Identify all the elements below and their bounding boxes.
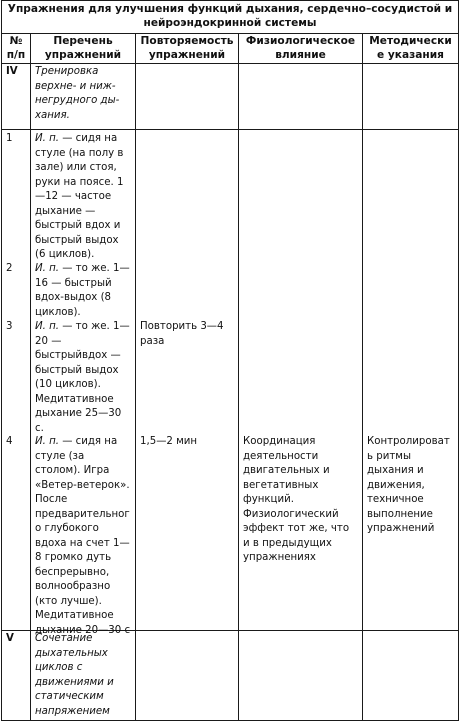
method-column (363, 130, 459, 631)
entry-1-text (35, 132, 131, 263)
entry-4-repeat: 1,5—2 мин (140, 436, 198, 447)
exercise-column (31, 130, 136, 636)
entry-4-body: — сидя на стуле (за столом). Игра «Ветер-ветерок». После предварительного глубокого вдоха на счет 1—8 громко дуть беспрерывно, волнообразно (кто лучше). Медитативное дыхание 20—30 с (35, 436, 131, 636)
exercises-row (2, 130, 459, 631)
section-v-method-cell (363, 631, 459, 721)
entry-3-text (35, 320, 131, 436)
section-iv-row (2, 64, 459, 130)
header-number: № п/п (2, 34, 31, 64)
entry-2-body: — то же. 1—16 — быстрый вдох-выдох (8 циклов). (35, 263, 130, 318)
section-iv-title: Тренировка верхне- и ниж-негрудного ды-хания. (31, 64, 136, 130)
section-v-number: V (2, 631, 31, 721)
effect-column (239, 130, 363, 631)
entry-3-body: — то же. 1—20 — быстрыйвдох —быстрый выдох (10 циклов). Медитативное дыхание 25—30 с. (35, 321, 130, 434)
section-iv-repeat-cell (136, 64, 239, 130)
header-method-notes: Методические указания (363, 34, 459, 64)
entry-1-body: — сидя на стуле (на полу в зале) или стоя, руки на поясе. 1—12 — частое дыхание — быстрый вдох и быстрый выдох (6 циклов). (35, 133, 124, 260)
exercise-table (1, 0, 459, 721)
entry-4-lead: И. п. (35, 436, 59, 447)
header-repetition: Повторяемость упражнений (136, 34, 239, 64)
repeat-column (136, 130, 239, 631)
header-exercise-list: Перечень упражнений (31, 34, 136, 64)
section-v-effect-cell (239, 631, 363, 721)
section-v-repeat-cell (136, 631, 239, 721)
section-iv-effect-cell (239, 64, 363, 130)
table-caption: Упражнения для улучшения функций дыхания, сердечно–сосудистой и нейроэндокринной системы (2, 1, 459, 34)
entry-2-number: 2 (6, 263, 13, 274)
entry-3-lead: И. п. (35, 321, 59, 332)
entry-1-lead: И. п. (35, 133, 59, 144)
header-physiological-effect: Физиологическое влияние (239, 34, 363, 64)
entry-2-text (35, 262, 131, 320)
entry-4-effect: Координация деятельности двигательных и вегетативных функций. Физиологический эффект тот же, что и в предыдущих упражнениях (243, 436, 350, 563)
section-iv-number: IV (2, 64, 31, 130)
entry-3-repeat: Повторить 3—4 раза (140, 321, 224, 347)
entry-4-method: Контролировать ритмы дыхания и движения, техничное выполнение упражнений (367, 436, 450, 534)
entry-3-number: 3 (6, 321, 13, 332)
entry-2-lead: И. п. (35, 263, 59, 274)
section-v-title: Сочетание дыхательных циклов с движениями и статическим напряжением (31, 631, 136, 721)
entry-4-text (35, 435, 131, 638)
entry-4-number: 4 (6, 436, 13, 447)
section-iv-method-cell (363, 64, 459, 130)
entry-1-number: 1 (6, 133, 13, 144)
section-v-row (2, 631, 459, 721)
number-column (2, 130, 31, 631)
